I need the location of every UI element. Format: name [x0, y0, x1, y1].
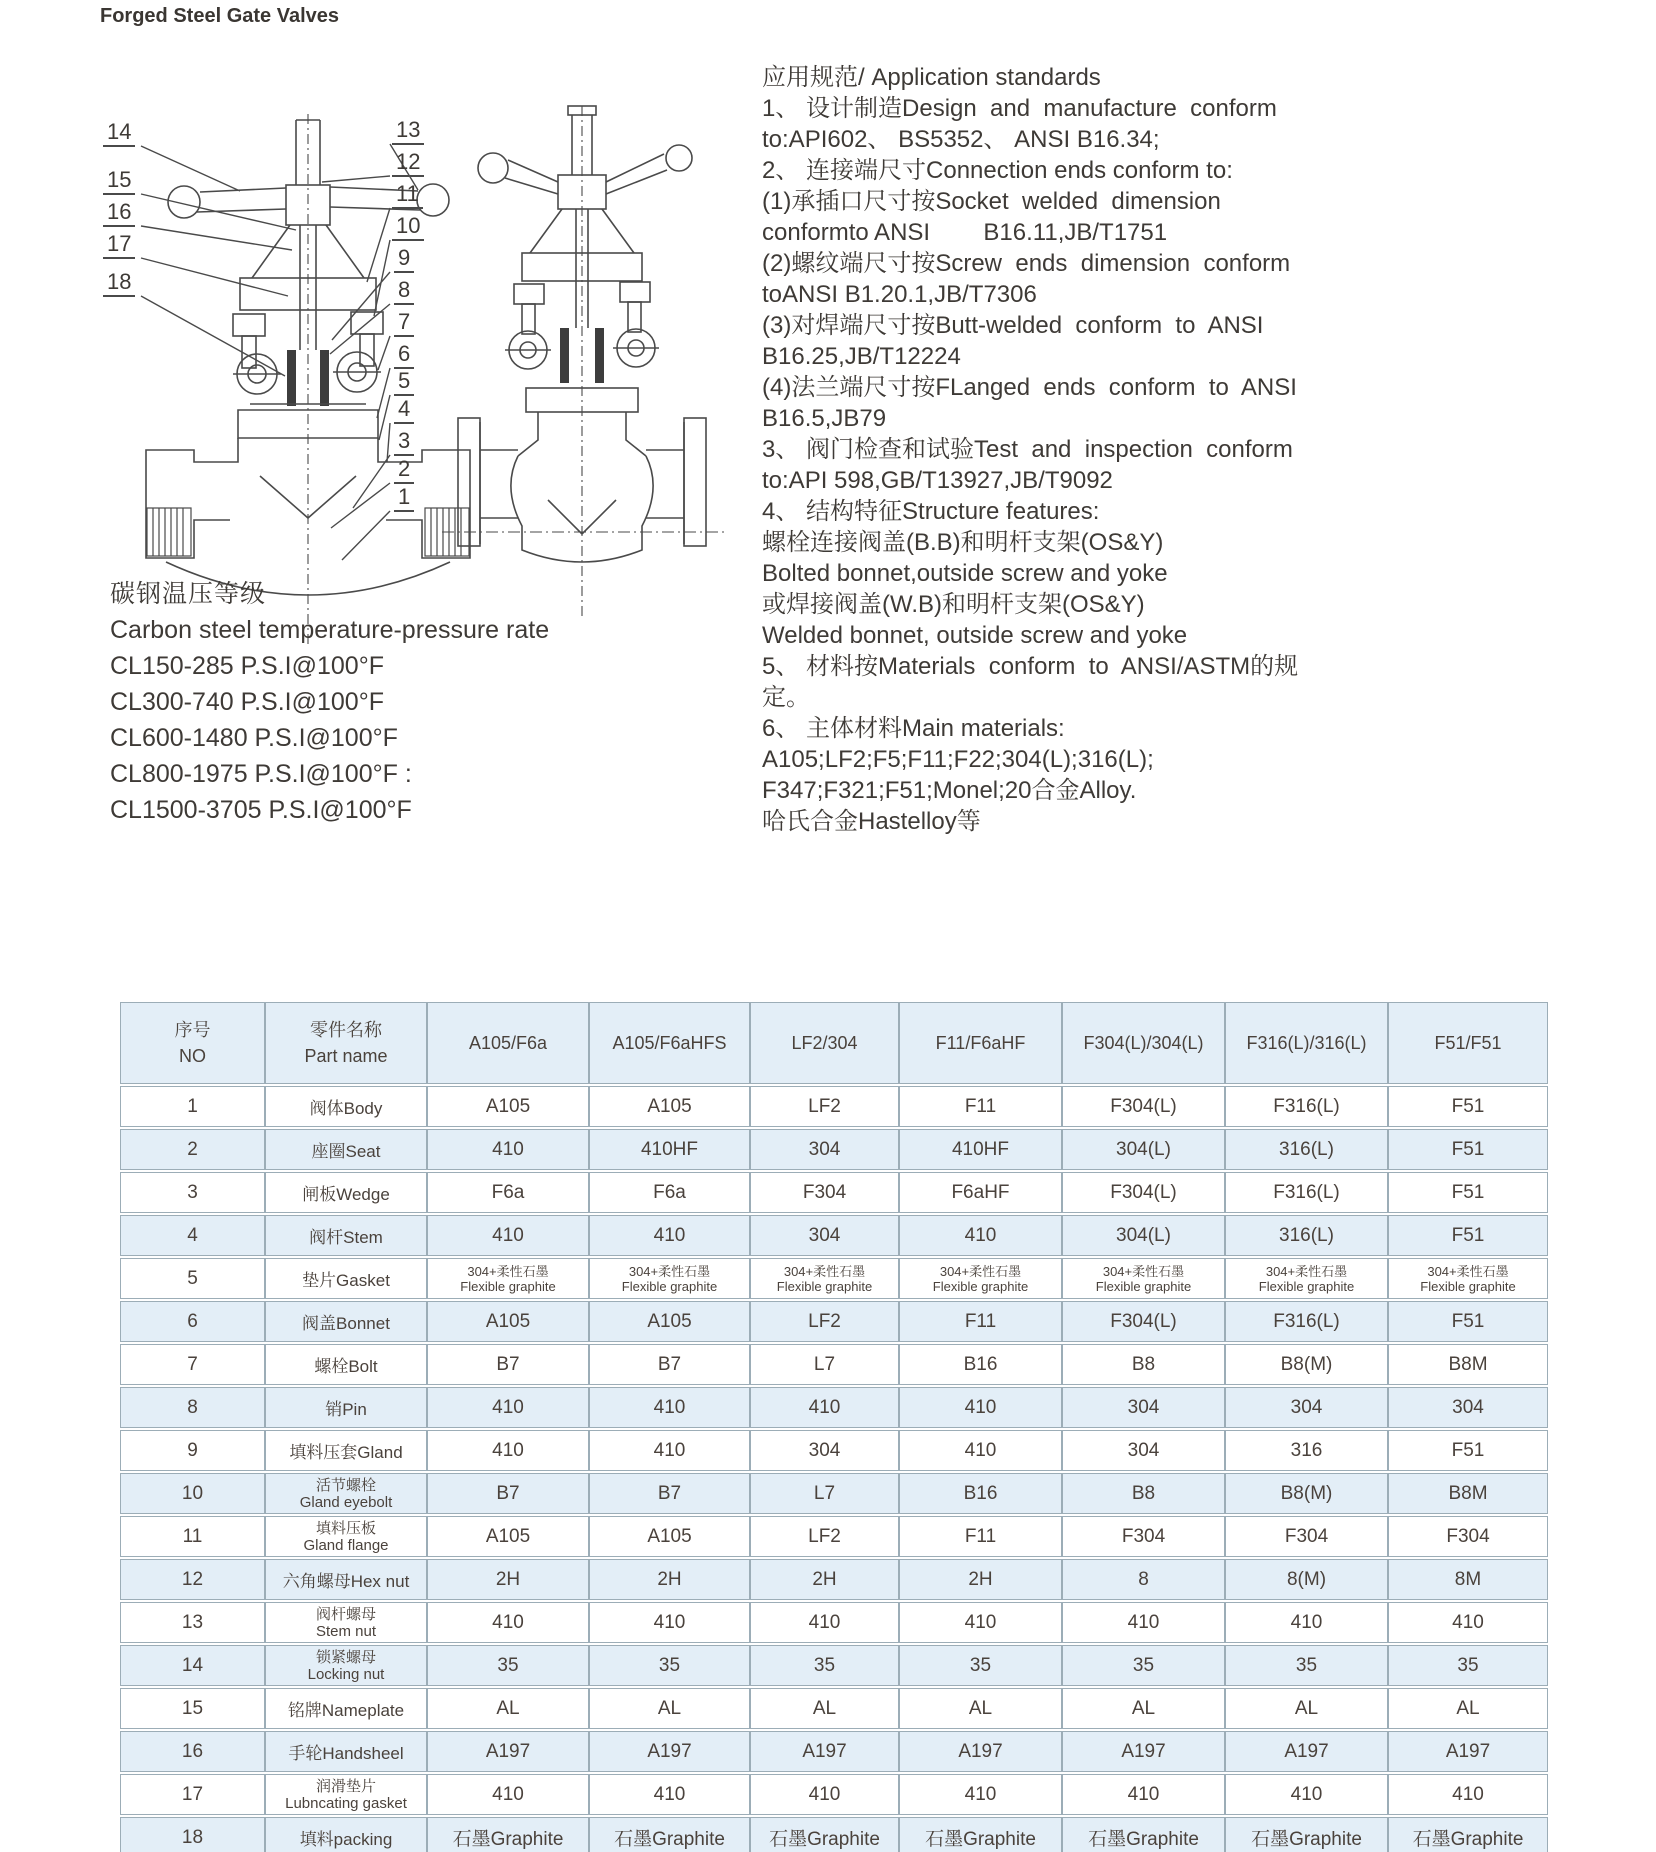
cell-no: 9	[120, 1430, 265, 1471]
valve-drawings	[90, 88, 770, 653]
cell-material: 2H	[589, 1559, 750, 1600]
cell-no: 2	[120, 1129, 265, 1170]
standards-line: (1)承插口尺寸按Socket welded dimension	[762, 188, 1221, 215]
column-header: 序号 NO	[120, 1002, 265, 1084]
standards-line: 螺栓连接阀盖(B.B)和明杆支架(OS&Y)	[762, 529, 1164, 556]
cell-part-name: 润滑垫片 Lubncating gasket	[265, 1774, 427, 1815]
cell-material: 304	[750, 1129, 899, 1170]
callout-17: 17	[103, 232, 135, 259]
table-row	[120, 1387, 1548, 1428]
callout-11: 11	[392, 182, 423, 209]
standards-line: to:API 598,GB/T13927,JB/T9092	[762, 467, 1113, 494]
cell-material: B8	[1062, 1344, 1225, 1385]
callout-14: 14	[103, 120, 135, 147]
cell-material: 304	[1225, 1387, 1388, 1428]
cell-material: 316	[1225, 1430, 1388, 1471]
cell-material: 410	[750, 1602, 899, 1643]
cell-material: 410	[427, 1430, 589, 1471]
cell-material: 410	[899, 1430, 1062, 1471]
cell-material: 410	[427, 1774, 589, 1815]
callout-leader-lines	[141, 144, 418, 560]
cell-part-name: 阀杆Stem	[265, 1215, 427, 1256]
cell-material: A197	[1062, 1731, 1225, 1772]
cell-no: 7	[120, 1344, 265, 1385]
cell-material: 35	[750, 1645, 899, 1686]
standards-line: 或焊接阀盖(W.B)和明杆支架(OS&Y)	[762, 591, 1145, 618]
standards-line: 4、 结构特征Structure features:	[762, 498, 1100, 525]
cell-no: 11	[120, 1516, 265, 1557]
cell-material: 2H	[750, 1559, 899, 1600]
cell-material: A197	[427, 1731, 589, 1772]
standards-line: 2、 连接端尺寸Connection ends conform to:	[762, 157, 1233, 184]
valve-drawing-canvas	[90, 88, 770, 653]
cell-material: 410HF	[899, 1129, 1062, 1170]
cell-material: F304(L)	[1062, 1301, 1225, 1342]
cell-material: A105	[427, 1301, 589, 1342]
cell-material: 410	[589, 1215, 750, 1256]
pressure-rate-line: CL150-285 P.S.I@100°F	[110, 652, 384, 680]
standards-line: Welded bonnet, outside screw and yoke	[762, 622, 1188, 649]
cell-material: F51	[1388, 1215, 1548, 1256]
table-row	[120, 1301, 1548, 1342]
cell-material: 316(L)	[1225, 1129, 1388, 1170]
table-row	[120, 1559, 1548, 1600]
cell-material: 304+柔性石墨 Flexible graphite	[1225, 1258, 1388, 1299]
table-body	[120, 1086, 1548, 1852]
cell-material: 410	[1062, 1774, 1225, 1815]
standards-line: (4)法兰端尺寸按FLanged ends conform to ANSI	[762, 374, 1297, 401]
cell-material: F51	[1388, 1172, 1548, 1213]
cell-material: 304+柔性石墨 Flexible graphite	[1388, 1258, 1548, 1299]
cell-material: 410	[899, 1602, 1062, 1643]
cell-no: 1	[120, 1086, 265, 1127]
column-header: F51/F51	[1388, 1002, 1548, 1084]
standards-line: 定。	[762, 684, 810, 711]
cell-material: 304+柔性石墨 Flexible graphite	[427, 1258, 589, 1299]
cell-material: F304	[1388, 1516, 1548, 1557]
cell-material: 石墨Graphite	[899, 1817, 1062, 1852]
cell-material: 304+柔性石墨 Flexible graphite	[589, 1258, 750, 1299]
cell-material: 石墨Graphite	[1388, 1817, 1548, 1852]
cell-material: F304(L)	[1062, 1086, 1225, 1127]
cell-material: 410	[589, 1602, 750, 1643]
cell-material: B7	[589, 1473, 750, 1514]
cell-part-name: 铭牌Nameplate	[265, 1688, 427, 1729]
cell-material: F51	[1388, 1301, 1548, 1342]
cell-material: F316(L)	[1225, 1172, 1388, 1213]
standards-line: 应用规范/ Application standards	[762, 64, 1101, 91]
cell-material: 8	[1062, 1559, 1225, 1600]
cell-material: AL	[589, 1688, 750, 1729]
cell-no: 10	[120, 1473, 265, 1514]
cell-material: 410HF	[589, 1129, 750, 1170]
callout-12: 12	[392, 150, 424, 177]
cell-no: 4	[120, 1215, 265, 1256]
column-header: LF2/304	[750, 1002, 899, 1084]
cell-material: 35	[1388, 1645, 1548, 1686]
cell-material: A197	[1388, 1731, 1548, 1772]
table-row	[120, 1645, 1548, 1686]
cell-material: F51	[1388, 1430, 1548, 1471]
temp-rate-block	[110, 576, 549, 828]
callout-8: 8	[394, 278, 414, 305]
table-row	[120, 1430, 1548, 1471]
standards-line: Bolted bonnet,outside screw and yoke	[762, 560, 1168, 587]
cell-material: 410	[1225, 1602, 1388, 1643]
table-row	[120, 1172, 1548, 1213]
callout-10: 10	[392, 214, 424, 241]
standards-line: toANSI B1.20.1,JB/T7306	[762, 281, 1037, 308]
callout-6: 6	[394, 342, 414, 369]
cell-material: 35	[589, 1645, 750, 1686]
standards-line: B16.25,JB/T12224	[762, 343, 961, 370]
callout-16: 16	[103, 200, 135, 227]
cell-material: 35	[899, 1645, 1062, 1686]
cell-material: A105	[427, 1086, 589, 1127]
cell-material: B16	[899, 1473, 1062, 1514]
cell-material: 410	[750, 1387, 899, 1428]
cell-material: 304	[1062, 1387, 1225, 1428]
callout-13: 13	[392, 118, 424, 145]
cell-material: B8(M)	[1225, 1473, 1388, 1514]
column-header: A105/F6aHFS	[589, 1002, 750, 1084]
cell-material: 35	[1062, 1645, 1225, 1686]
pressure-rate-line: CL1500-3705 P.S.I@100°F	[110, 796, 412, 824]
cell-part-name: 闸板Wedge	[265, 1172, 427, 1213]
standards-line: (2)螺纹端尺寸按Screw ends dimension conform	[762, 250, 1291, 277]
cell-material: 410	[899, 1215, 1062, 1256]
cell-no: 15	[120, 1688, 265, 1729]
cell-material: 410	[589, 1387, 750, 1428]
temp-rate-heading-en: Carbon steel temperature-pressure rate	[110, 616, 550, 644]
cell-material: B8	[1062, 1473, 1225, 1514]
cell-material: 304	[750, 1430, 899, 1471]
cell-material: A197	[1225, 1731, 1388, 1772]
table-row	[120, 1258, 1548, 1299]
cell-material: 410	[427, 1215, 589, 1256]
cell-material: LF2	[750, 1086, 899, 1127]
cell-material: LF2	[750, 1301, 899, 1342]
cell-part-name: 阀杆螺母 Stem nut	[265, 1602, 427, 1643]
callout-7: 7	[394, 310, 414, 337]
cell-material: 304+柔性石墨 Flexible graphite	[899, 1258, 1062, 1299]
temp-rate-heading-cn: 碳钢温压等级	[110, 580, 267, 608]
cell-material: 2H	[899, 1559, 1062, 1600]
cell-material: 304	[1062, 1430, 1225, 1471]
table-row	[120, 1516, 1548, 1557]
table-row	[120, 1473, 1548, 1514]
cell-material: 410	[899, 1774, 1062, 1815]
standards-line: 哈氏合金Hastelloy等	[762, 808, 981, 835]
cell-material: 8(M)	[1225, 1559, 1388, 1600]
column-header: F11/F6aHF	[899, 1002, 1062, 1084]
cell-material: 石墨Graphite	[750, 1817, 899, 1852]
cell-material: F51	[1388, 1129, 1548, 1170]
cell-material: F304	[1225, 1516, 1388, 1557]
cell-material: 410	[589, 1430, 750, 1471]
standards-lines	[762, 62, 1298, 837]
cell-part-name: 填料压套Gland	[265, 1430, 427, 1471]
cell-material: 石墨Graphite	[589, 1817, 750, 1852]
callout-2: 2	[394, 457, 414, 484]
column-header: F304(L)/304(L)	[1062, 1002, 1225, 1084]
cell-part-name: 锁紧螺母 Locking nut	[265, 1645, 427, 1686]
cell-material: 304(L)	[1062, 1129, 1225, 1170]
cell-material: A197	[750, 1731, 899, 1772]
cell-material: 304+柔性石墨 Flexible graphite	[1062, 1258, 1225, 1299]
cell-part-name: 垫片Gasket	[265, 1258, 427, 1299]
standards-line: to:API602、 BS5352、 ANSI B16.34;	[762, 126, 1160, 153]
callout-5: 5	[394, 369, 414, 396]
pressure-rate-line: CL300-740 P.S.I@100°F	[110, 688, 384, 716]
cell-material: F6aHF	[899, 1172, 1062, 1213]
pressure-rate-line: CL600-1480 P.S.I@100°F	[110, 724, 398, 752]
cell-material: B8(M)	[1225, 1344, 1388, 1385]
cell-material: 410	[1388, 1602, 1548, 1643]
cell-material: 410	[427, 1129, 589, 1170]
materials-table	[120, 1000, 1548, 1852]
column-header: 零件名称 Part name	[265, 1002, 427, 1084]
column-header: A105/F6a	[427, 1002, 589, 1084]
cell-no: 5	[120, 1258, 265, 1299]
cell-material: A197	[589, 1731, 750, 1772]
cell-material: B7	[589, 1344, 750, 1385]
table-row	[120, 1731, 1548, 1772]
cell-material: 304(L)	[1062, 1215, 1225, 1256]
cell-material: F316(L)	[1225, 1301, 1388, 1342]
cell-material: AL	[1062, 1688, 1225, 1729]
cell-material: 石墨Graphite	[1225, 1817, 1388, 1852]
table-header-row	[120, 1002, 1548, 1084]
cell-material: F304	[750, 1172, 899, 1213]
callout-9: 9	[394, 246, 414, 273]
cell-material: AL	[899, 1688, 1062, 1729]
cell-material: A105	[589, 1086, 750, 1127]
cell-material: F6a	[427, 1172, 589, 1213]
standards-line: B16.5,JB79	[762, 405, 887, 432]
cell-material: 304	[750, 1215, 899, 1256]
table-row	[120, 1774, 1548, 1815]
table-row	[120, 1129, 1548, 1170]
standards-line: 6、 主体材料Main materials:	[762, 715, 1065, 742]
cell-material: F51	[1388, 1086, 1548, 1127]
cell-material: F11	[899, 1301, 1062, 1342]
standards-line: (3)对焊端尺寸按Butt-welded conform to ANSI	[762, 312, 1264, 339]
cell-no: 16	[120, 1731, 265, 1772]
cell-no: 17	[120, 1774, 265, 1815]
standards-line: 1、 设计制造Design and manufacture conform	[762, 95, 1277, 122]
cell-material: 410	[1062, 1602, 1225, 1643]
standards-block	[762, 62, 1298, 837]
cell-material: AL	[1388, 1688, 1548, 1729]
cell-material: AL	[1225, 1688, 1388, 1729]
cell-material: B8M	[1388, 1344, 1548, 1385]
cell-material: A105	[589, 1516, 750, 1557]
cell-part-name: 螺栓Bolt	[265, 1344, 427, 1385]
cell-material: LF2	[750, 1516, 899, 1557]
cell-material: F11	[899, 1516, 1062, 1557]
cell-material: L7	[750, 1473, 899, 1514]
table-row	[120, 1688, 1548, 1729]
cell-material: A197	[899, 1731, 1062, 1772]
callout-3: 3	[394, 429, 414, 456]
cell-part-name: 填料压板 Gland flange	[265, 1516, 427, 1557]
cell-material: F6a	[589, 1172, 750, 1213]
cell-material: 410	[1225, 1774, 1388, 1815]
cell-material: 35	[427, 1645, 589, 1686]
callout-1: 1	[394, 485, 414, 512]
cell-part-name: 活节螺栓 Gland eyebolt	[265, 1473, 427, 1514]
cell-no: 6	[120, 1301, 265, 1342]
cell-material: 2H	[427, 1559, 589, 1600]
cell-material: 316(L)	[1225, 1215, 1388, 1256]
cell-material: AL	[750, 1688, 899, 1729]
cell-material: 35	[1225, 1645, 1388, 1686]
cell-material: A105	[427, 1516, 589, 1557]
cell-material: B8M	[1388, 1473, 1548, 1514]
pressure-rate-line: CL800-1975 P.S.I@100°F :	[110, 760, 412, 788]
cell-material: 410	[899, 1387, 1062, 1428]
cell-material: 304+柔性石墨 Flexible graphite	[750, 1258, 899, 1299]
standards-line: 5、 材料按Materials conform to ANSI/ASTM的规	[762, 653, 1299, 680]
cell-material: AL	[427, 1688, 589, 1729]
column-header: F316(L)/316(L)	[1225, 1002, 1388, 1084]
cell-part-name: 阀盖Bonnet	[265, 1301, 427, 1342]
cell-part-name: 销Pin	[265, 1387, 427, 1428]
cell-material: F11	[899, 1086, 1062, 1127]
cell-no: 18	[120, 1817, 265, 1852]
cell-material: 8M	[1388, 1559, 1548, 1600]
callout-15: 15	[103, 168, 135, 195]
cell-material: B16	[899, 1344, 1062, 1385]
table-row	[120, 1215, 1548, 1256]
table-row	[120, 1344, 1548, 1385]
cell-material: F304	[1062, 1516, 1225, 1557]
cell-material: 410	[750, 1774, 899, 1815]
cell-part-name: 手轮Handsheel	[265, 1731, 427, 1772]
cell-material: F304(L)	[1062, 1172, 1225, 1213]
cell-material: 304	[1388, 1387, 1548, 1428]
cell-material: 410	[427, 1602, 589, 1643]
cell-no: 12	[120, 1559, 265, 1600]
cell-no: 13	[120, 1602, 265, 1643]
cell-no: 14	[120, 1645, 265, 1686]
table-row	[120, 1086, 1548, 1127]
cell-no: 3	[120, 1172, 265, 1213]
cell-material: A105	[589, 1301, 750, 1342]
cell-material: 410	[427, 1387, 589, 1428]
standards-line: A105;LF2;F5;F11;F22;304(L);316(L);	[762, 746, 1154, 773]
cell-part-name: 座圈Seat	[265, 1129, 427, 1170]
page-title: Forged Steel Gate Valves	[100, 5, 339, 27]
cell-material: F316(L)	[1225, 1086, 1388, 1127]
right-valve-drawing	[442, 106, 724, 616]
standards-line: 3、 阀门检查和试验Test and inspection conform	[762, 436, 1293, 463]
table-row	[120, 1817, 1548, 1852]
cell-material: L7	[750, 1344, 899, 1385]
standards-line: conformto ANSI B16.11,JB/T1751	[762, 219, 1168, 246]
cell-no: 8	[120, 1387, 265, 1428]
callout-18: 18	[103, 270, 135, 297]
cell-material: 410	[1388, 1774, 1548, 1815]
table-row	[120, 1602, 1548, 1643]
cell-part-name: 六角螺母Hex nut	[265, 1559, 427, 1600]
cell-material: 石墨Graphite	[427, 1817, 589, 1852]
cell-material: 石墨Graphite	[1062, 1817, 1225, 1852]
cell-material: B7	[427, 1473, 589, 1514]
standards-line: F347;F321;F51;Monel;20合金Alloy.	[762, 777, 1137, 804]
cell-part-name: 填料packing	[265, 1817, 427, 1852]
callout-4: 4	[394, 397, 414, 424]
cell-material: 410	[589, 1774, 750, 1815]
cell-part-name: 阀体Body	[265, 1086, 427, 1127]
temp-lines	[110, 648, 549, 828]
cell-material: B7	[427, 1344, 589, 1385]
